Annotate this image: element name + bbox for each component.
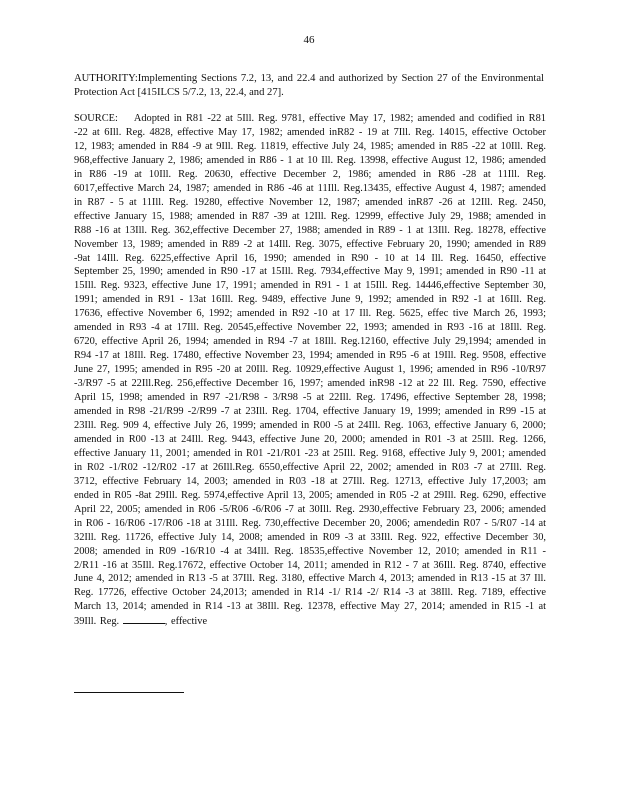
blank-fill-line <box>123 614 165 624</box>
source-trailing: , effective <box>164 616 208 628</box>
footnote-rule <box>74 692 184 693</box>
authority-label: AUTHORITY: <box>74 73 138 84</box>
page-number: 46 <box>303 34 315 46</box>
source-note <box>74 112 546 629</box>
authority-note <box>74 72 544 100</box>
source-label: SOURCE: <box>74 113 118 124</box>
source-text: Adopted in R81 -22 at 5Ill. Reg. 9781, effective May 17, 1982; amended and codified in R81 -22 at 6Ill. Reg. 4828, effective May 17, 1982; amended inR82 - 19 at 7Ill. Reg. 14015, effective October 12, 1983; amended in R84 -9 at 9Ill. Reg. 11819, effective July 24, 1985; amended in R85 -22 at 10Ill. Reg. 968,effective January 2, 1986; amended in R86 - 1 at 10 Ill. Reg. 13998, effective August 12, 1986; amended in R86 -19 at 10Ill. Reg. 20630, effective December 2, 1986; amended in R86 -28 at 11Ill. Reg. 6017,effective March 24, 1987; amended in R86 -46 at 11Ill. Reg.13435, effective August 4, 1987; amended in R87 - 5 at 11Ill. Reg. 19280, effective November 12, 1987; amended inR87 -26 at 12Ill. Reg. 2450, effective January 15, 1988; amended in R87 -39 at 12Ill. Reg. 12999, effective July 29, 1988; amended in R88 -16 at 13Ill. Reg. 362,effective December 27, 1988; amended in R89 - 1 at 13Ill. Reg. 18278, effective November 13, 1989; amended in R89 -2 at 14Ill. Reg. 3075, effective February 20, 1990; amended in R89 -9at 14Ill. Reg. 6225,effective April 16, 1990; amended in R90 - 10 at 14 Ill. Reg. 16450, effective September 25, 1990; amended in R90 -17 at 15Ill. Reg. 7934,effective May 9, 1991; amended in R90 -11 at 15Ill. Reg. 9323, effective June 17, 1991; amended in R91 - 1 at 15Ill. Reg. 14446,effective September 30, 1991; amended in R91 - 13at 16Ill. Reg. 9489, effective June 9, 1992; amended in R92 -1 at 16Ill. Reg. 17636, effective November 6, 1992; amended in R92 -10 at 17 Ill. Reg. 5625, effec tive March 26, 1993; amended in R93 -4 at 17Ill. Reg. 20545,effective November 22, 1993; amended in R93 -16 at 18Ill. Reg. 6720, effective April 26, 1994; amended in R94 -7 at 18Ill. Reg.12160, effective July 29,1994; amended in R94 -17 at 18Ill. Reg. 17480, effective November 23, 1994; amended in R95 -6 at 19Ill. Reg. 9508, effective June 27, 1995; amended in R95 -20 at 20Ill. Reg. 10929,effective August 1, 1996; amended in R96 -10/R97 -3/R97 -5 at 22Ill.Reg. 256,effective December 16, 1997; amended inR98 -12 at 22 Ill. Reg. 7590, effective April 15, 1998; amended in R97 -21/R98 - 3/R98 -5 at 22Ill. Reg. 17496, effective September 28, 1998; amended in R98 -21/R99 -2/R99 -7 at 23Ill. Reg. 1704, effective January 19, 1999; amended in R99 -15 at 23Ill. Reg. 909 4, effective July 26, 1999; amended in R00 -5 at 24Ill. Reg. 1063, effective January 6, 2000; amended in R00 -13 at 24Ill. Reg. 9443, effective June 20, 2000; amended in R01 -3 at 25Ill. Reg. 1266, effective January 11, 2001; amended in R01 -21/R01 -23 at 25Ill. Reg. 9168, effective July 9, 2001; amended in R02 -1/R02 -12/R02 -17 at 26Ill.Reg. 6550,effective April 22, 2002; amended in R03 -7 at 27Ill. Reg. 3712, effective February 14, 2003; amended in R03 -18 at 27Ill. Reg. 12713, effective July 17,2003; am ended in R05 -8at 29Ill. Reg. 5974,effective April 13, 2005; amended in R05 -2 at 29Ill. Reg. 6290, effective April 22, 2005; amended in R06 -5/R06 -6/R06 -7 at 30Ill. Reg. 2930,effective February 23, 2006; amended in R06 - 16/R06 -17/R06 -18 at 31Ill. Reg. 730,effective December 20, 2006; amendedin R07 - 5/R07 -14 at 32Ill. Reg. 11726, effective July 14, 2008; amended in R09 -3 at 33Ill. Reg. 922, effective December 30, 2008; amended in R09 -16/R10 -4 at 34Ill. Reg. 18535,effective November 12, 2010; amended in R11 - 2/R11 -16 at 35Ill. Reg.17672, effective October 14, 2011; amended in R12 - 7 at 36Ill. Reg. 8740, effective June 4, 2012; amended in R13 -5 at 37Ill. Reg. 3180, effective March 4, 2013; amended in R13 -15 at 37 Ill. Reg. 17726, effective October 24,2013; amended in R14 -1/ R14 -2/ R14 -3 at 38Ill. Reg. 7189, effective March 13, 2014; amended in R14 -13 at 38Ill. Reg. 12378, effective May 27, 2014; amended in R15 -1 at 39Ill. Reg. <box>74 113 546 628</box>
authority-text: Implementing Sections 7.2, 13, and 22.4 and authorized by Section 27 of the Environmental Protection Act [415ILCS 5/7.2, 13, 22.4, and 27]. <box>74 73 544 98</box>
